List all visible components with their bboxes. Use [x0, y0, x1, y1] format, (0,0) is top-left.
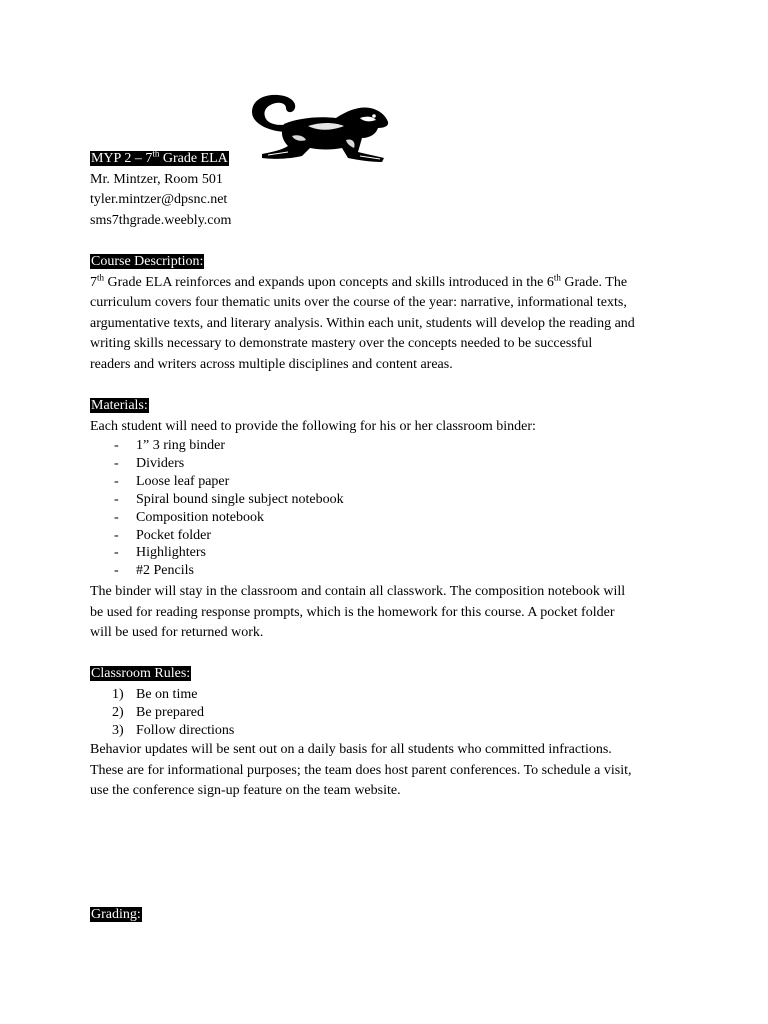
grading-section — [90, 905, 142, 926]
rules-note-line: use the conference sign-up feature on the team website. — [90, 783, 401, 798]
list-item: - Highlighters — [114, 545, 206, 561]
materials-note-line: be used for reading response prompts, which is the homework for this course. A pocket folder — [90, 604, 615, 620]
materials-intro: Each student will need to provide the following for his or her classroom binder: — [90, 418, 536, 434]
list-item: 3) Follow directions — [112, 722, 235, 738]
teacher-info: Mr. Mintzer, Room 501 — [90, 171, 223, 187]
list-item: - Spiral bound single subject notebook — [114, 491, 344, 507]
course-description-line: readers and writers across multiple disciplines and content areas. — [90, 356, 453, 372]
course-description-line: argumentative texts, and literary analysis. Within each unit, students will develop the reading and — [90, 315, 635, 331]
list-item: - #2 Pencils — [114, 563, 194, 579]
materials-section — [90, 396, 536, 437]
rules-list — [90, 686, 690, 740]
materials-notes — [90, 582, 625, 644]
materials-note-line: The binder will stay in the classroom and contain all classwork. The composition notebook will — [90, 584, 626, 599]
course-title: MYP 2 – 7th Grade ELA — [91, 148, 228, 166]
panther-logo-icon — [248, 92, 390, 166]
header-block — [90, 149, 231, 231]
team-website: sms7thgrade.weebly.com — [90, 212, 232, 228]
grading-heading: Grading: — [91, 907, 141, 922]
rules-section — [90, 664, 191, 685]
rules-note-line: Behavior updates will be sent out on a daily basis for all students who committed infractions. — [90, 742, 612, 757]
materials-note-line: will be used for returned work. — [90, 625, 264, 640]
course-description-heading: Course Description: — [91, 254, 204, 269]
list-item: 2) Be prepared — [112, 704, 205, 720]
rules-heading: Classroom Rules: — [91, 666, 191, 681]
materials-heading: Materials: — [91, 398, 148, 413]
rules-notes — [90, 740, 631, 802]
list-item: - Pocket folder — [114, 527, 212, 543]
teacher-email: tyler.mintzer@dpsnc.net — [90, 192, 228, 207]
materials-list — [90, 437, 690, 580]
list-item: - 1” 3 ring binder — [114, 438, 226, 453]
course-description-line-1: 7th Grade ELA reinforces and expands upon concepts and skills introduced in the 6th Grade. The — [90, 271, 628, 290]
list-item: - Loose leaf paper — [114, 473, 230, 489]
course-description-line: writing skills necessary to demonstrate mastery over the concepts needed to be successful — [90, 336, 593, 351]
course-description-line: curriculum covers four thematic units over the course of the year: narrative, informational texts, — [90, 295, 627, 310]
list-item: 1) Be on time — [112, 687, 198, 702]
list-item: - Composition notebook — [114, 509, 264, 525]
list-item: - Dividers — [114, 455, 185, 471]
course-description-section — [90, 252, 635, 375]
rules-note-line: These are for informational purposes; the team does host parent conferences. To schedule a visit, — [90, 762, 632, 778]
